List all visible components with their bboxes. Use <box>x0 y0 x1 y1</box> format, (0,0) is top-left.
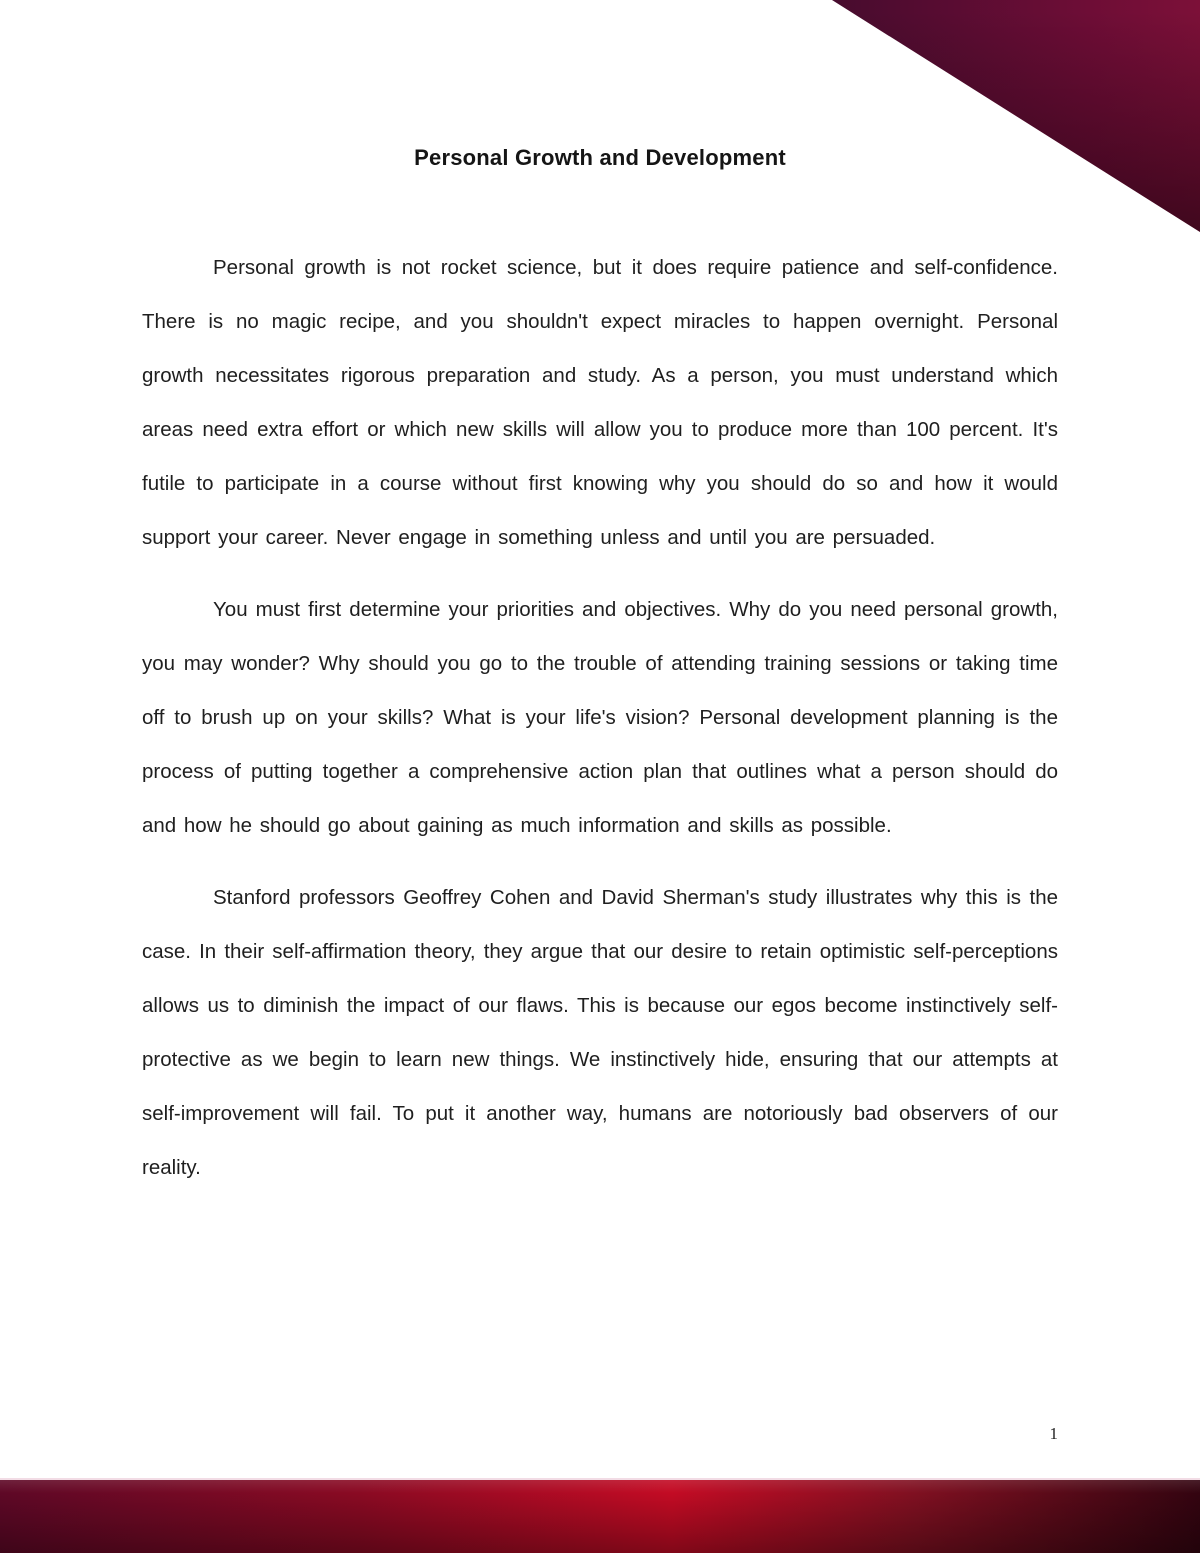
document-body <box>142 130 1058 1213</box>
footer-accent-bar <box>0 1478 1200 1553</box>
body-paragraph: Personal growth is not rocket science, but it does require patience and self-confidence. There is no magic recipe, and you shouldn't expect miracles to happen overnight. Personal growth necessitates rigorous preparation and study. As a person, you must understand which areas need extra effort or which new skills will allow you to produce more than 100 percent. It's futile to participate in a course without first knowing why you should do so and how it would support your career. Never engage in something unless and until you are persuaded. <box>142 256 1058 549</box>
body-paragraph: You must first determine your priorities and objectives. Why do you need personal growth, you may wonder? Why should you go to the trouble of attending training sessions or taking time off to brush up on your skills? What is your life's vision? Personal development planning is the process of putting together a comprehensive action plan that outlines what a person should do and how he should go about gaining as much information and skills as possible. <box>142 598 1058 837</box>
page-number: 1 <box>1049 1424 1058 1443</box>
document-title: Personal Growth and Development <box>414 145 786 170</box>
body-paragraph: Stanford professors Geoffrey Cohen and David Sherman's study illustrates why this is the case. In their self-affirmation theory, they argue that our desire to retain optimistic self-perceptions allows us to diminish the impact of our flaws. This is because our egos become instinctively self-protective as we begin to learn new things. We instinctively hide, ensuring that our attempts at self-improvement will fail. To put it another way, humans are notoriously bad observers of our reality. <box>142 886 1058 1179</box>
